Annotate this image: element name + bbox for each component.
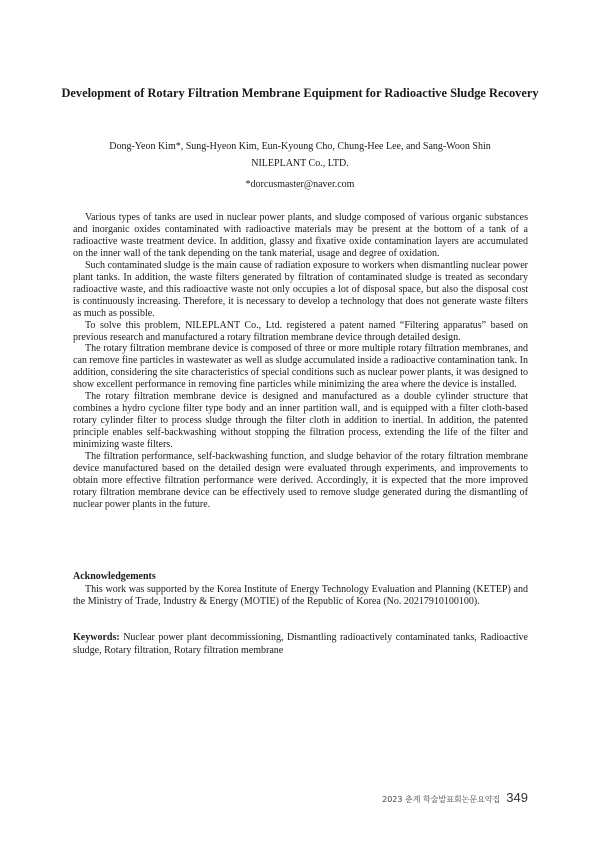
- paragraph-4: The rotary filtration membrane device is composed of three or more multiple rotary filtration membranes, and can remove fine particles in wastewater as well as sludge accumulated inside a radioactive contamination tank. In addition, considering the site characteristics of special conditions such as nuclear power plants, it was designed to show excellent performance in removing fine particles while minimizing the area where the device is installed.: [73, 343, 528, 391]
- proceedings-title: 2023 춘계 학술발표회논문요약집: [382, 795, 501, 804]
- author-list: Dong-Yeon Kim*, Sung-Hyeon Kim, Eun-Kyoung Cho, Chung-Hee Lee, and Sang-Woon Shin: [109, 141, 491, 152]
- page-number: 349: [506, 790, 528, 805]
- paragraph-3: To solve this problem, NILEPLANT Co., Ltd. registered a patent named “Filtering apparatus” based on previous research and manufactured a rotary filtration membrane device through detailed design.: [73, 319, 528, 343]
- acknowledgements-heading: Acknowledgements: [73, 571, 156, 582]
- acknowledgements-text: This work was supported by the Korea Institute of Energy Technology Evaluation and Planning (KETEP) and the Ministry of Trade, Industry & Energy (MOTIE) of the Republic of Korea (No. 20217910100100).: [73, 584, 528, 608]
- keywords-label: Keywords:: [73, 632, 120, 643]
- paragraph-2: Such contaminated sludge is the main cause of radiation exposure to workers when dismantling nuclear power plant tanks. In addition, the waste filters generated by filtration of contaminated sludge is treated as secondary radioactive waste, and this radioactive waste not only occupies a lot of disposal space, but also the disposal cost is continuously increasing. Therefore, it is necessary to develop a technology that does not generate waste filters as much as possible.: [73, 259, 528, 319]
- paragraph-5: The rotary filtration membrane device is designed and manufactured as a double cylinder structure that combines a hydro cyclone filter type body and an inner partition wall, and is equipped with a filter cloth-based rotary cylinder filter to process sludge through the filter cloth in addition to inertial. In addition, the patented principle enables self-backwashing without stopping the filtration process, extending the life of the filter and minimizing waste filters.: [73, 391, 528, 451]
- paragraph-6: The filtration performance, self-backwashing function, and sludge behavior of the rotary filtration membrane device manufactured based on the detailed design were evaluated through experiments, and improvements to obtain more effective filtration performance were derived. Accordingly, it is expected that the more improved rotary filtration membrane device can be effectively used to remove sludge generated during the dismantling of nuclear power plants in the future.: [73, 451, 528, 510]
- keywords-list: Nuclear power plant decommissioning, Dismantling radioactively contaminated tanks, Radioactive sludge, Rotary filtration, Rotary filtration membrane: [73, 632, 528, 656]
- abstract-body: [73, 212, 528, 511]
- affiliation: NILEPLANT Co., LTD.: [251, 158, 349, 169]
- paragraph-1: Various types of tanks are used in nuclear power plants, and sludge composed of various organic substances and inorganic oxides contaminated with radioactive materials may be present at the bottom of a tank of a radioactive waste treatment device. In addition, glassy and fixative oxide contamination layers are accumulated on the inner wall of the tank depending on the tank material, usage and degree of oxidation.: [73, 212, 528, 259]
- corresponding-email: *dorcusmaster@naver.com: [245, 179, 355, 190]
- paper-title: Development of Rotary Filtration Membrane Equipment for Radioactive Sludge Recovery: [61, 86, 539, 100]
- keywords: [73, 632, 528, 657]
- page-footer: [382, 790, 528, 805]
